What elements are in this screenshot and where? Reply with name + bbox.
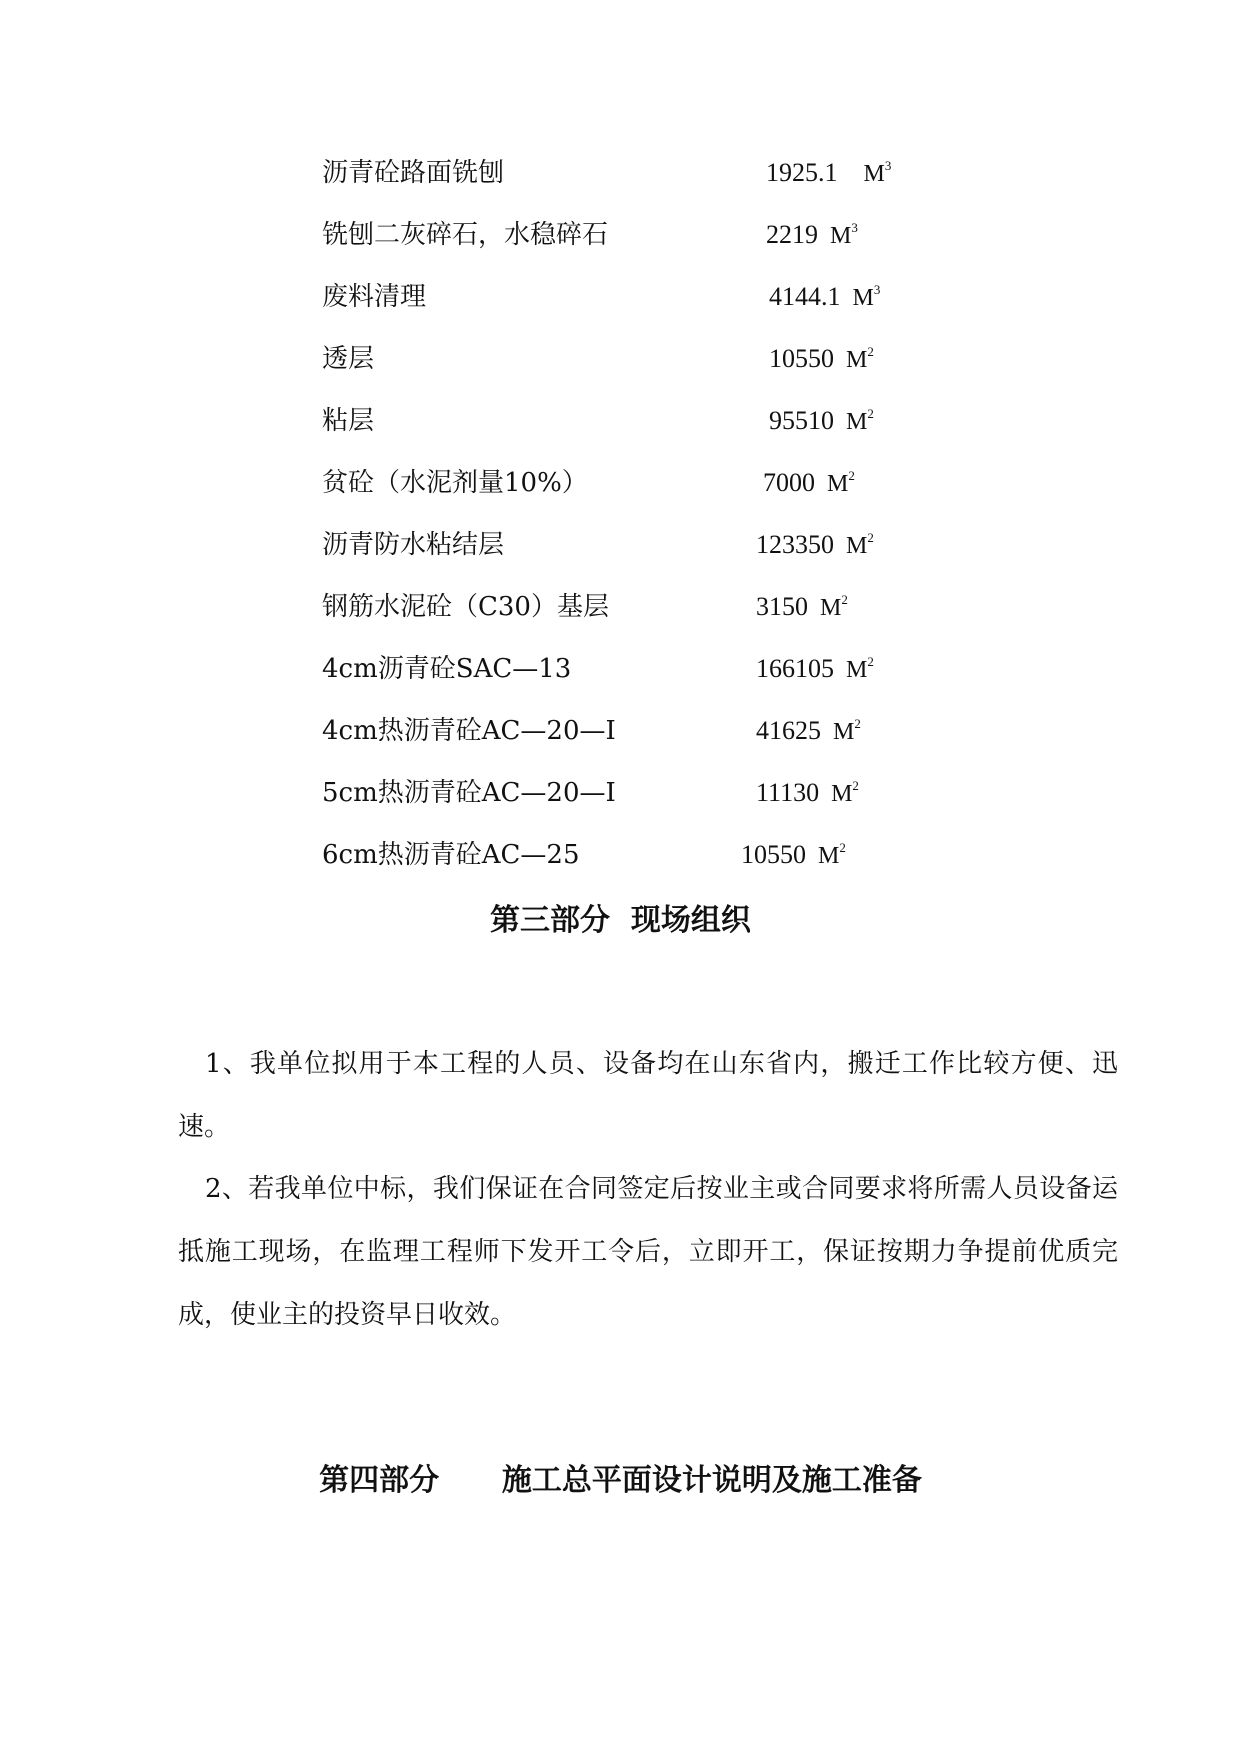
quantity-row	[322, 403, 962, 465]
quantity-value: 7000 $M^2$	[763, 468, 855, 497]
quantity-name: 5cm热沥青砼AC—20—I	[322, 778, 616, 808]
quantity-value: 10550 $M^2$	[769, 344, 874, 373]
quantity-name: 沥青防水粘结层	[322, 530, 505, 560]
quantity-name: 铣刨二灰碎石，水稳碎石	[322, 220, 609, 250]
quantity-name: 沥青砼路面铣刨	[322, 158, 505, 188]
section4-heading: 第四部分 施工总平面设计说明及施工准备	[319, 1463, 922, 1498]
quantity-row	[322, 279, 962, 341]
quantity-list	[322, 155, 962, 899]
quantity-row	[322, 775, 962, 837]
section3-paragraph-2: 2、若我单位中标，我们保证在合同签定后按业主或合同要求将所需人员设备运抵施工现场，在监理工程师下发开工令后，立即开工，保证按期力争提前优质完成，使业主的投资早日收效。	[178, 1174, 1118, 1330]
quantity-row	[322, 155, 962, 217]
quantity-value: 2219 $M^3$	[766, 220, 858, 249]
quantity-row	[322, 217, 962, 279]
quantity-name: 4cm沥青砼SAC—13	[322, 654, 572, 684]
quantity-value: 11130 $M^2$	[756, 778, 859, 807]
quantity-row	[322, 589, 962, 651]
quantity-name: 钢筋水泥砼（C30）基层	[322, 592, 609, 622]
quantity-value: 1925.1 $M^3$	[766, 158, 892, 187]
quantity-value: 3150 $M^2$	[756, 592, 848, 621]
quantity-row	[322, 651, 962, 713]
quantity-value: 41625 $M^2$	[756, 716, 861, 745]
quantity-value: 166105 $M^2$	[756, 654, 874, 683]
quantity-value: 123350 $M^2$	[756, 530, 874, 559]
quantity-name: 4cm热沥青砼AC—20—I	[322, 716, 616, 746]
quantity-row	[322, 465, 962, 527]
quantity-row	[322, 713, 962, 775]
quantity-name: 粘层	[322, 406, 375, 436]
quantity-name: 贫砼（水泥剂量10%）	[322, 468, 588, 498]
quantity-name: 废料清理	[322, 282, 427, 312]
quantity-row	[322, 527, 962, 589]
quantity-value: 95510 $M^2$	[769, 406, 874, 435]
quantity-value: 4144.1 $M^3$	[769, 282, 881, 311]
quantity-row	[322, 341, 962, 403]
quantity-name: 透层	[322, 344, 375, 374]
section3-paragraph-1: 1、我单位拟用于本工程的人员、设备均在山东省内，搬迁工作比较方便、迅速。	[178, 1049, 1118, 1142]
quantity-value: 10550 $M^2$	[741, 840, 846, 869]
quantity-name: 6cm热沥青砼AC—25	[322, 840, 580, 870]
quantity-row	[322, 837, 962, 899]
section3-heading: 第三部分 现场组织	[490, 903, 751, 938]
